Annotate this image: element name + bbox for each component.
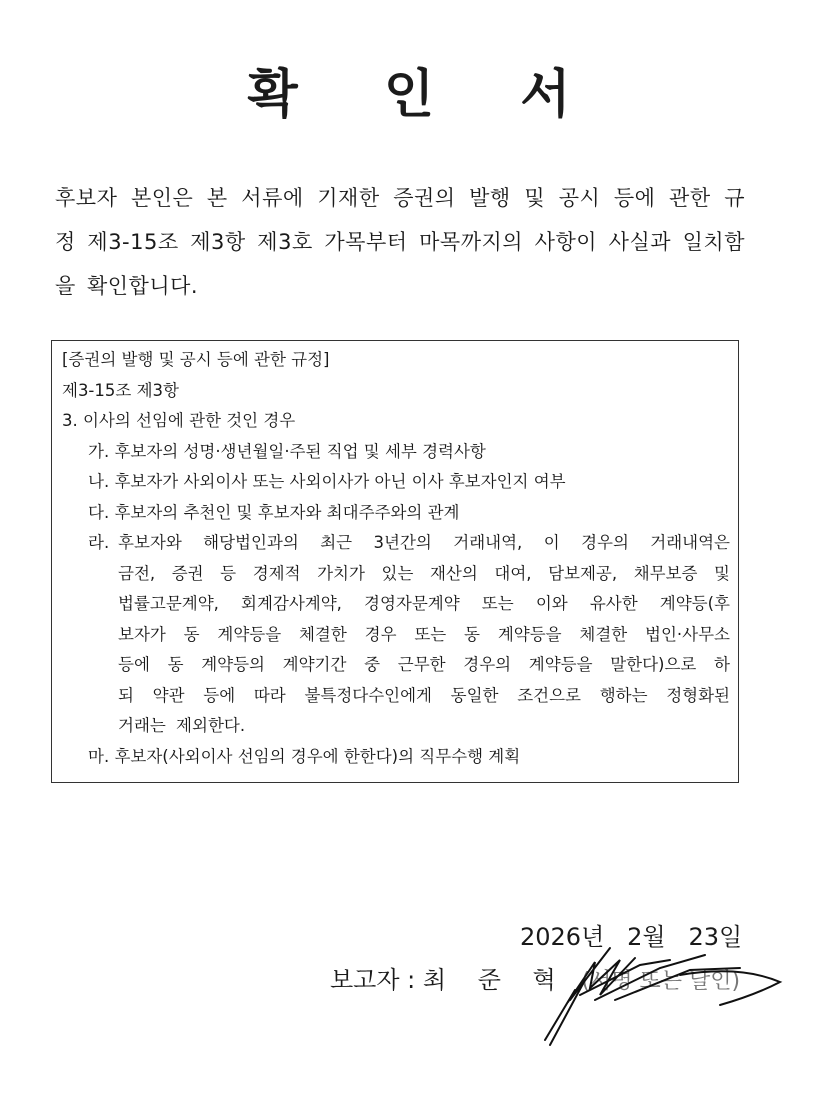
signature-placeholder: (서명 또는 날인) — [581, 969, 741, 994]
item-text: 후보자가 사외이사 또는 사외이사가 아닌 이사 후보자인지 여부 — [114, 472, 566, 491]
reporter-label: 보고자 : — [330, 966, 416, 994]
statement-line: 후보자 본인은 본 서류에 기재한 증권의 발행 및 공시 등에 관한 규 — [55, 186, 745, 210]
item-line: 등에 동 계약등의 계약기간 중 근무한 경우의 계약등을 말한다)으로 하 — [118, 655, 730, 674]
regulation-item-ma — [62, 742, 738, 773]
statement-line: 을 확인합니다. — [55, 274, 199, 298]
item-line: 법률고문계약, 회계감사계약, 경영자문계약 또는 이와 유사한 계약등(후 — [118, 594, 730, 613]
document-title: 확 인 서 — [247, 65, 605, 125]
regulation-heading: [증권의 발행 및 공시 등에 관한 규정] — [62, 350, 330, 369]
regulation-item-ra — [62, 528, 738, 742]
item-line: 보자가 동 계약등을 체결한 경우 또는 동 계약등을 체결한 법인·사무소 — [118, 624, 730, 644]
item-mark: 마. — [88, 746, 110, 766]
item-text: 후보자의 성명·생년월일·주된 직업 및 세부 경력사항 — [114, 441, 486, 461]
statement-line: 정 제3-15조 제3항 제3호 가목부터 마목까지의 사항이 사실과 일치함 — [55, 230, 745, 254]
date-day: 23일 — [688, 923, 743, 951]
handwritten-signature-icon — [540, 940, 790, 1050]
item-mark: 나. — [88, 472, 110, 491]
date-year: 2026년 — [520, 923, 605, 951]
reporter-name: 최 준 혁 — [422, 966, 568, 994]
regulation-item-na — [62, 467, 738, 498]
regulation-article: 제3-15조 제3항 — [62, 380, 179, 400]
regulation-item-ga — [62, 437, 738, 468]
item-mark: 라. — [88, 533, 110, 552]
item-line: 후보자와 해당법인과의 최근 3년간의 거래내역, 이 경우의 거래내역은 — [118, 533, 730, 552]
regulation-clause: 3. 이사의 선임에 관한 것인 경우 — [62, 411, 296, 430]
item-mark: 다. — [88, 502, 110, 522]
item-text: 후보자의 추천인 및 후보자와 최대주주와의 관계 — [114, 502, 460, 522]
regulation-item-da — [62, 498, 738, 529]
confirmation-statement — [55, 176, 745, 308]
item-line: 거래는 제외한다. — [118, 716, 246, 735]
item-text — [118, 528, 730, 742]
date-month: 2월 — [627, 923, 666, 951]
item-text: 후보자(사외이사 선임의 경우에 한한다)의 직무수행 계획 — [114, 746, 521, 766]
regulation-box — [51, 340, 739, 783]
item-line: 금전, 증권 등 경제적 가치가 있는 재산의 대여, 담보제공, 채무보증 및 — [118, 563, 730, 583]
item-line: 되 약관 등에 따라 불특정다수인에게 동일한 조건으로 행하는 정형화된 — [118, 685, 730, 705]
item-mark: 가. — [88, 441, 110, 461]
